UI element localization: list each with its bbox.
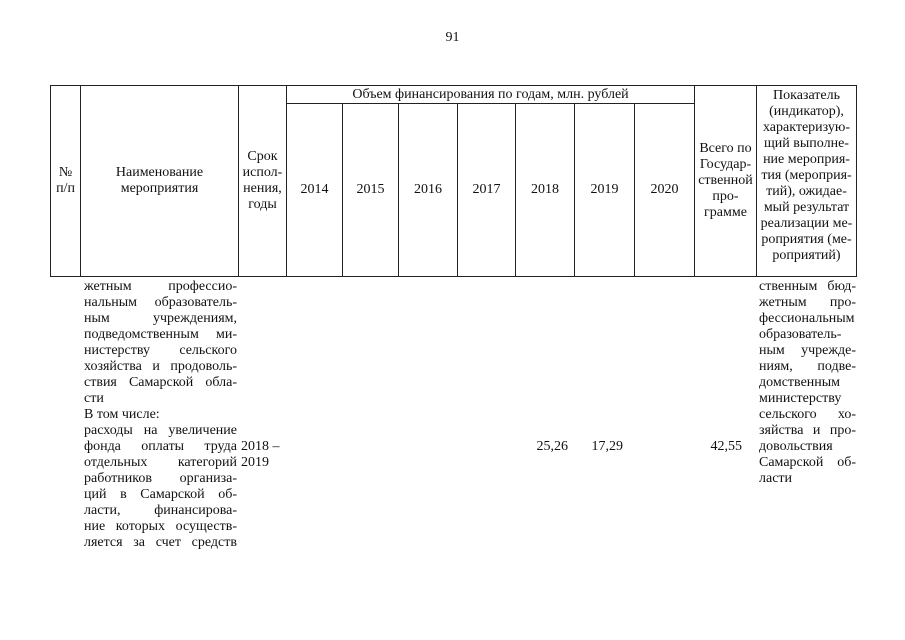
header-indicator-line: мый результат [763,200,850,215]
indicator-line: довольствия [759,439,833,454]
indicator-text [759,279,856,487]
indicator-line: министерству [759,391,842,406]
activity-name-line: жетным профессио- [84,279,237,294]
header-indicator-line: Показатель [773,88,840,103]
indicator-line: ласти [759,471,793,486]
activity-name-line: работников организа- [84,471,237,486]
header-num-line: п/п [56,181,75,196]
header-indicator-line: (индикатор), [769,104,844,119]
header-indicator-line: характеризую- [762,120,851,135]
indicator-line: домственным [759,375,841,390]
header-year-2019: 2019 [590,182,619,197]
activity-name-line: хозяйства и продоволь- [84,359,237,374]
value-2018: 25,26 [536,439,568,454]
header-term-line: испол- [242,165,283,180]
header-name-line: Наименование [115,165,204,180]
activity-name-line: фонда оплаты труда [84,439,237,454]
activity-name [84,279,237,551]
header-total-line: ственной [698,173,753,188]
header-year-2020: 2020 [650,182,679,197]
header-term-line: годы [248,197,277,212]
header-name-line: мероприятия [120,181,199,196]
header-term-line: нения, [243,181,282,196]
indicator-line: сельского хо- [759,407,856,422]
activity-name-line: подведомственным ми- [84,327,237,342]
activity-name-line: ций в Самарской об- [84,487,237,502]
activity-name-line: расходы на увеличение [84,423,237,438]
activity-name-line: ным учреждениям, [84,311,237,326]
header-num [51,86,80,276]
header-year-2014: 2014 [300,182,329,197]
indicator-line: ным учрежде- [759,343,856,358]
indicator-line: зяйства и про- [759,423,856,438]
indicator-line: жетным про- [759,295,856,310]
page-number: 91 [445,30,460,45]
activity-term-line: 2018 – [241,439,280,454]
activity-name-line: сти [84,391,104,406]
value-2019: 17,29 [591,439,623,454]
activity-name-line: отдельных категорий [84,455,237,470]
header-num-line: № [58,165,73,180]
activity-name-line: ствия Самарской обла- [84,375,237,390]
indicator-line: образователь- [759,327,842,342]
header-total-line: Всего по [699,141,752,156]
activity-name-line: ляется за счет средств [84,535,237,550]
header-indicator-line: ние мероприя- [763,152,850,167]
header-indicator-line: щий выполне- [764,136,849,151]
header-total-line: про- [712,189,739,204]
header-year-2016: 2016 [414,182,442,197]
activity-term [241,439,286,471]
header-indicator-line: роприятий) [772,248,841,263]
activity-term-line: 2019 [241,455,269,470]
header-indicator [757,86,856,276]
activity-name-line: ние которых осуществ- [84,519,237,534]
activity-name-line: В том числе: [84,407,160,422]
header-year-2017: 2017 [472,182,501,197]
header-indicator-line: тий), ожидае- [766,184,847,199]
value-total: 42,55 [710,439,742,454]
header-total-line: грамме [704,205,747,220]
indicator-line: Самарской об- [759,455,856,470]
header-year-2015: 2015 [356,182,385,197]
header-total [695,86,756,276]
indicator-line: ниям, подве- [759,359,856,374]
header-total-line: Государ- [699,157,752,172]
activity-name-line: нистерству сельского [84,343,237,358]
header-year-2018: 2018 [531,182,559,197]
header-indicator-line: реализации ме- [760,216,853,231]
header-indicator-line: тия (мероприя- [761,168,852,183]
header-term-line: Срок [247,149,278,164]
header-term [239,86,286,276]
activity-name-line: ласти, финансирова- [84,503,237,518]
header-funding-group: Объем финансирования по годам, млн. рублей [352,86,629,102]
activity-name-line: нальным образователь- [84,295,237,310]
header-name [81,86,238,276]
indicator-line: ственным бюд- [759,279,856,294]
header-indicator-line: роприятия (ме- [761,232,852,247]
indicator-line: фессиональным [759,311,855,326]
